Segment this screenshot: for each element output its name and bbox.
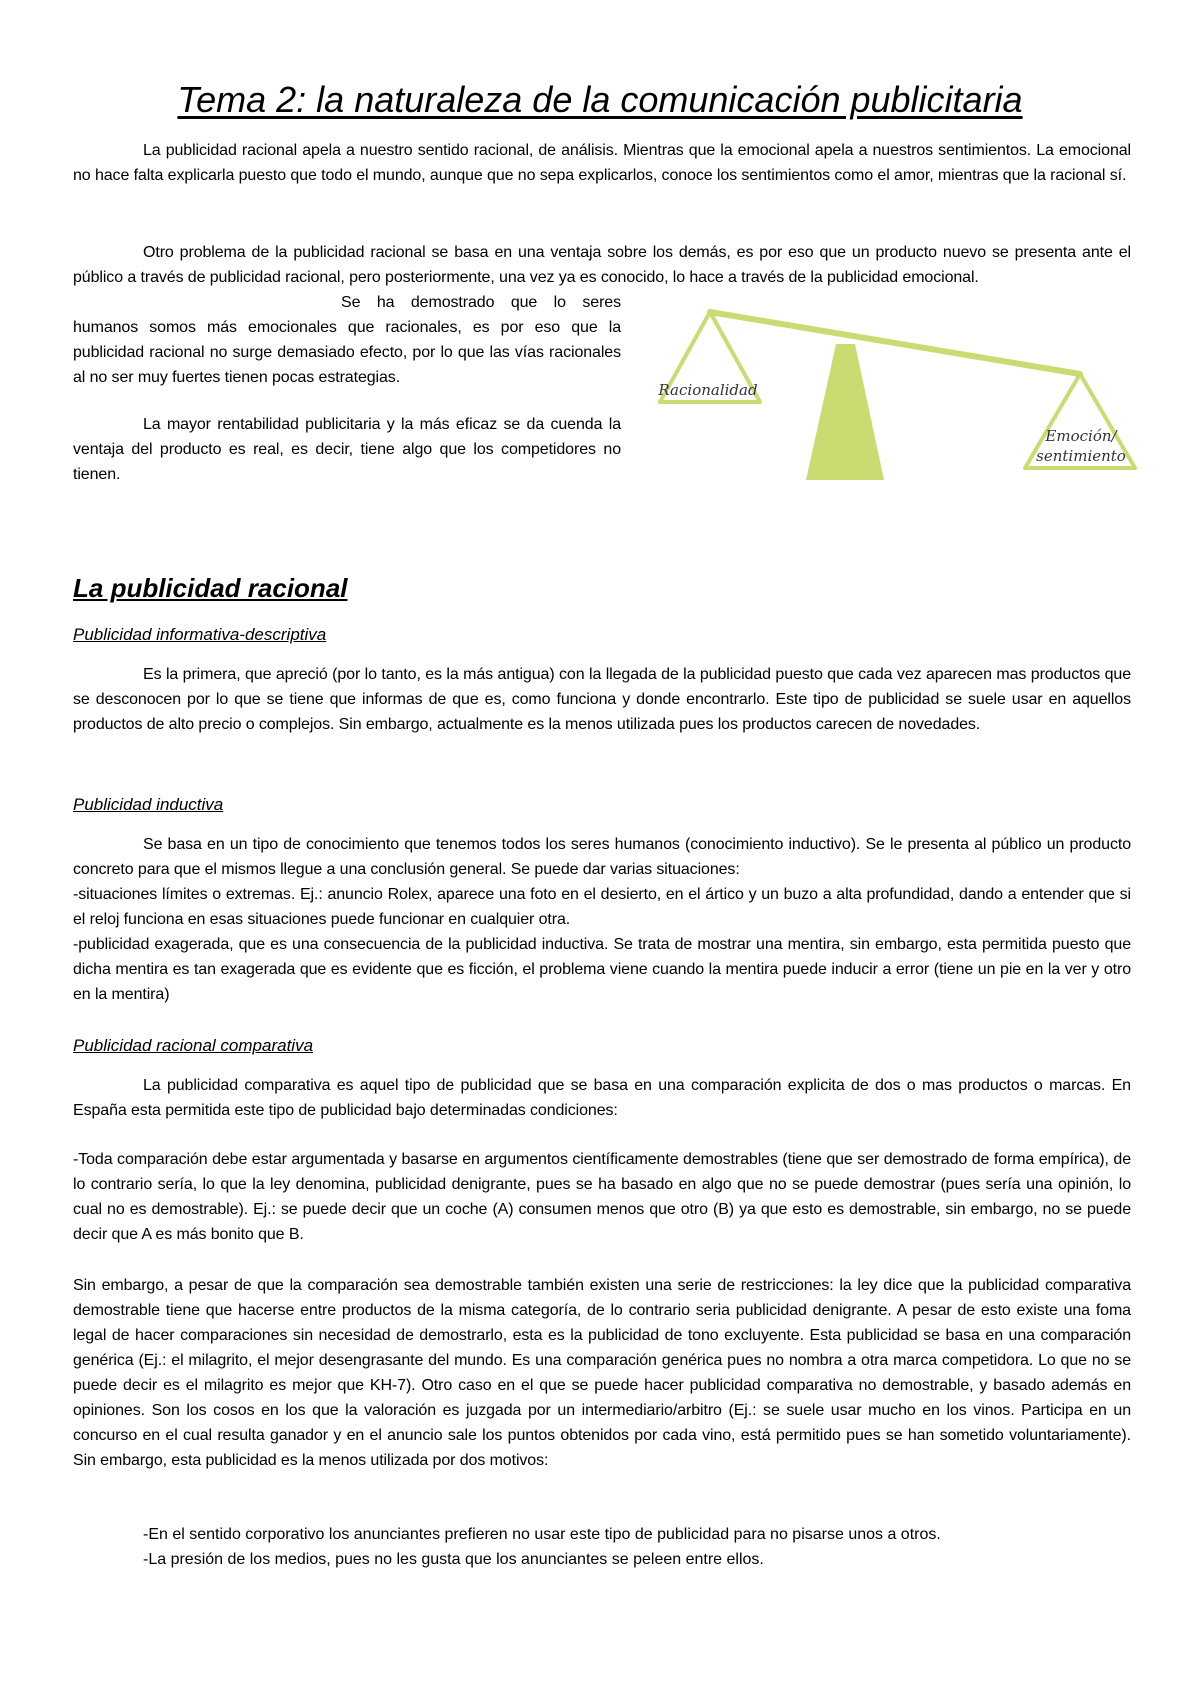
inductiva-paragraph: Se basa en un tipo de conocimiento que tenemos todos los seres humanos (conocimiento inductivo). Se le presenta al público un producto concreto para que el mismos llegue a una conclusión general. Se puede dar varias situaciones: [73, 836, 1131, 878]
subheading-inductiva: Publicidad inductiva [73, 795, 224, 814]
section-heading-publicidad-racional: La publicidad racional [73, 573, 348, 603]
inductiva-item-extremas: -situaciones límites o extremas. Ej.: anuncio Rolex, aparece una foto en el desierto, en el ártico y un buzo a alta profundidad, dando a entender que si el reloj funciona en esas situaciones puede funcionar en cualquier otra. [73, 886, 1131, 928]
intro-paragraph-2: Otro problema de la publicidad racional se basa en una ventaja sobre los demás, es por eso que un producto nuevo se presenta ante el público a través de publicidad racional, pero posteriormente, una vez ya es conocido, lo hace a través de la publicidad emocional. [73, 244, 1131, 286]
racionalidad-label: Racionalidad [658, 381, 758, 399]
list-item: -En el sentido corporativo los anunciantes prefieren no usar este tipo de publicidad para no pisarse unos a otros. [143, 1526, 941, 1543]
intro-paragraph-2-continued: Se ha demostrado que lo seres humanos somos más emocionales que racionales, es por eso que la publicidad racional no surge demasiado efecto, por lo que las vías racionales al no ser muy fuertes tienen pocas estrategias. [73, 294, 621, 386]
intro-paragraph-3: La mayor rentabilidad publicitaria y la más eficaz se da cuenda la ventaja del producto es real, es decir, tiene algo que los competidores no tienen. [73, 416, 621, 483]
comparativa-paragraph-3: Sin embargo, a pesar de que la comparación sea demostrable también existen una serie de restricciones: la ley dice que la publicidad comparativa demostrable tiene que hacerse entre productos de la misma categoría, de lo contrario seria publicidad denigrante. A pesar de esto existe una foma legal de hacer comparaciones sin necesidad de demostrarlo, esta es la publicidad de tono excluyente. Esta publicidad se basa en una comparación genérica (Ej.: el milagrito, el mejor desengrasante del mundo. Es una comparación genérica pues no nombra a otra marca competidora. Lo que no se puede decir es el milagrito es mejor que KH-7). Otro caso en el que se puede hacer publicidad comparativa no demostrable, y basado además en opiniones. Son los cosos en los que la valoración es juzgada por un intermediario/arbitro (Ej.: se suele usar mucho en los vinos. Participa en un concurso en el cual resulta ganador y en el anuncio sale los puntos obtenidos por cada vino, está permitido pues se han sometido voluntariamente). Sin embargo, esta publicidad es la menos utilizada por dos motivos: [73, 1277, 1131, 1469]
balance-beam [710, 312, 1080, 374]
page-title: Tema 2: la naturaleza de la comunicación publicitaria [177, 79, 1023, 120]
emocion-label: Emoción/ [1045, 427, 1117, 445]
informativa-paragraph: Es la primera, que apreció (por lo tanto, es la más antigua) con la llegada de la publicidad puesto que cada vez aparecen mas productos que se desconocen por lo que se tiene que informas de que es, como funciona y donde encontrarlo. Este tipo de publicidad se suele usar en aquellos productos de alto precio o complejos. Sin embargo, actualmente es la menos utilizada pues los productos carecen de novedades. [73, 666, 1131, 733]
sentimiento-label: sentimiento [1036, 447, 1126, 465]
intro-paragraph-1: La publicidad racional apela a nuestro sentido racional, de análisis. Mientras que la emocional apela a nuestros sentimientos. La emocional no hace falta explicarla puesto que todo el mundo, aunque que no sepa explicarlos, conoce los sentimientos como el amor, mientras que la racional sí. [73, 142, 1131, 184]
motivos-list [143, 1522, 1133, 1572]
subheading-comparativa: Publicidad racional comparativa [73, 1036, 314, 1055]
balance-fulcrum [806, 344, 884, 480]
comparativa-paragraph-2: -Toda comparación debe estar argumentada y basarse en argumentos científicamente demostrables (tiene que ser demostrado de forma empírica), de lo contrario sería, lo que la ley denomina, publicidad denigrante, pues se ha basado en algo que no se puede demostrar (pues sería una opinión, lo cual no es demostrable). Ej.: se puede decir que un coche (A) consumen menos que otro (B) ya que esto es demostrable, sin embargo, no se puede decir que A es más bonito que B. [73, 1151, 1131, 1243]
subheading-informativa: Publicidad informativa-descriptiva [73, 625, 327, 644]
comparativa-paragraph-1: La publicidad comparativa es aquel tipo de publicidad que se basa en una comparación explicita de dos o mas productos o marcas. En España esta permitida este tipo de publicidad bajo determinadas condiciones: [73, 1077, 1131, 1119]
inductiva-item-exagerada: -publicidad exagerada, que es una consecuencia de la publicidad inductiva. Se trata de mostrar una mentira, sin embargo, esta permitida puesto que dicha mentira es tan exagerada que es evidente que es ficción, el problema viene cuando la mentira puede inducir a error (tiene un pie en la ver y otro en la mentira) [73, 936, 1131, 1003]
balance-scale-diagram [640, 300, 1140, 490]
list-item: -La presión de los medios, pues no les gusta que los anunciantes se peleen entre ellos. [143, 1551, 764, 1568]
